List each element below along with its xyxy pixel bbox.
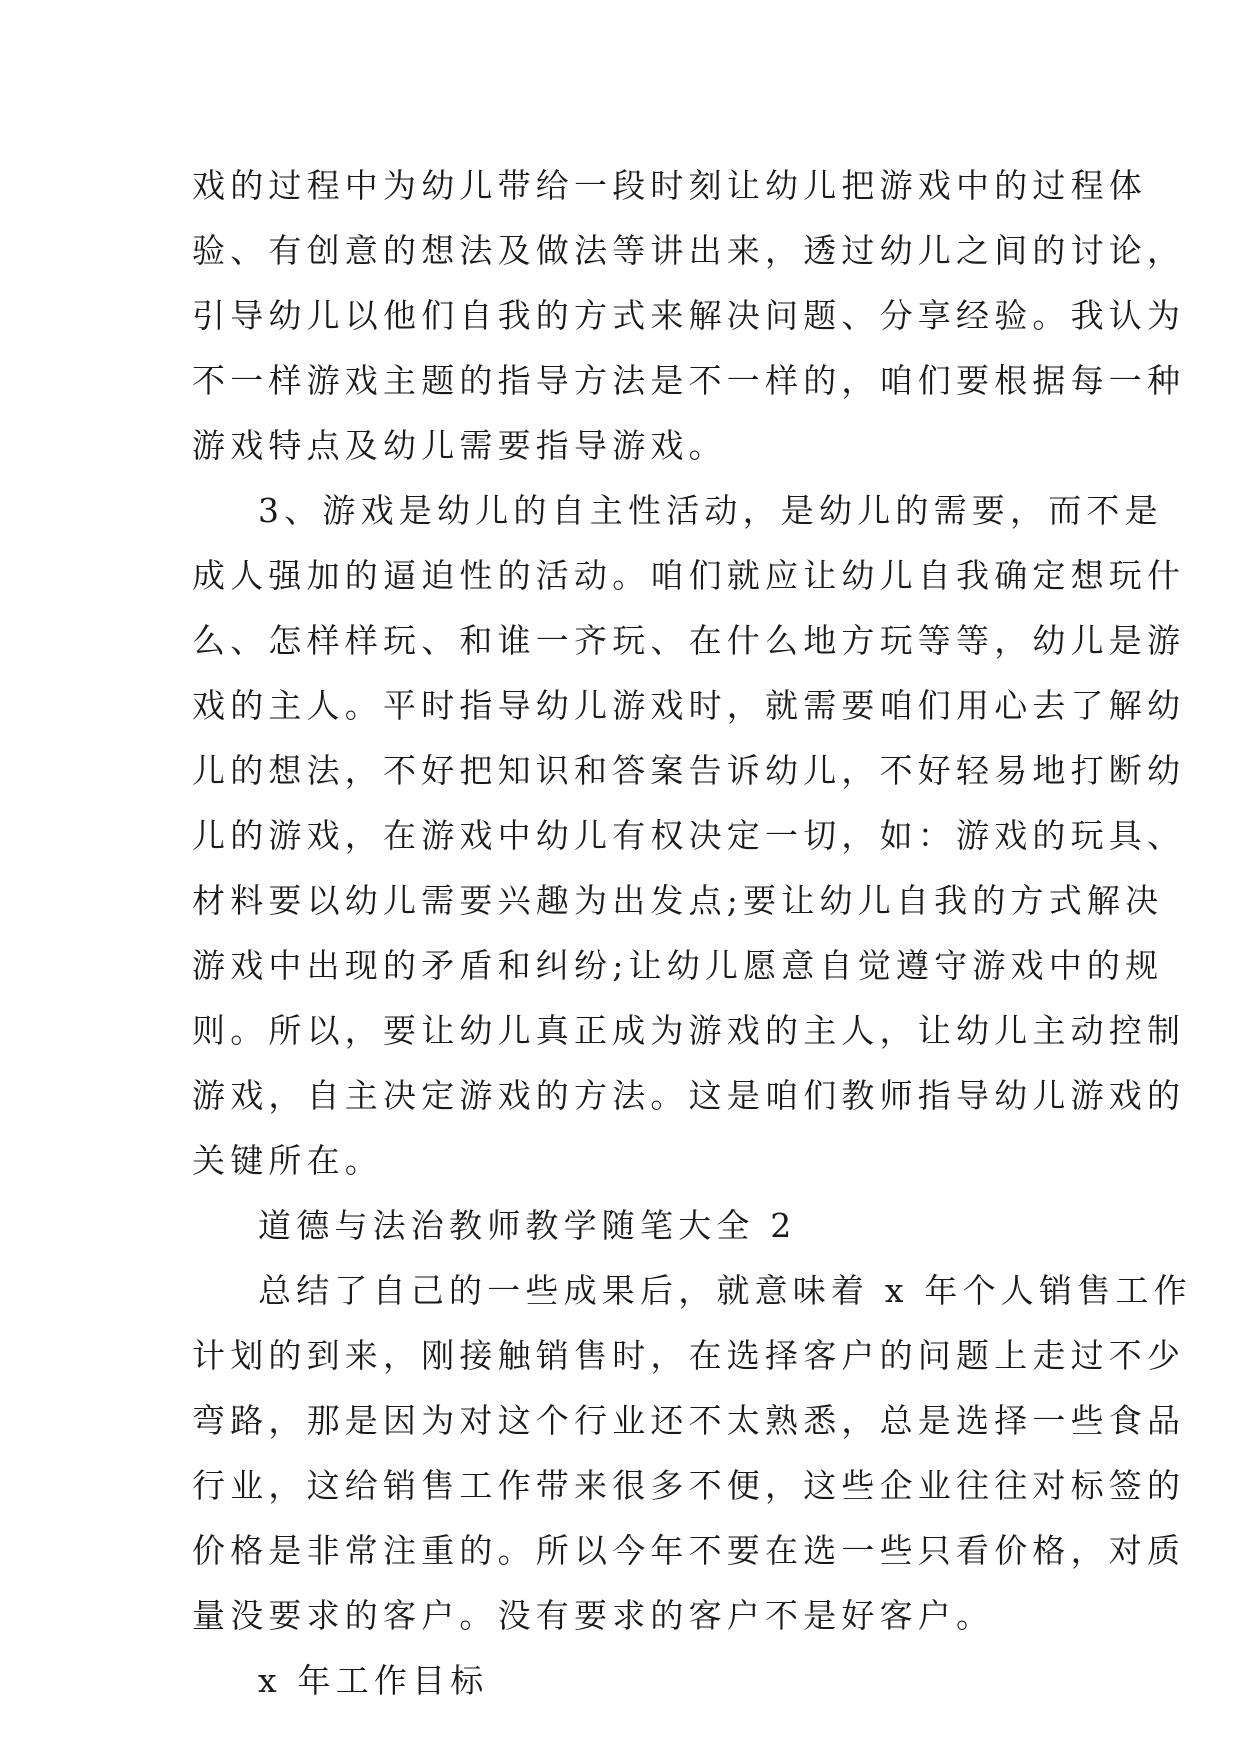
subheading: x 年工作目标 (258, 1661, 489, 1700)
body-text-line: 游戏中出现的矛盾和纠纷;让幼儿愿意自觉遵守游戏中的规 (192, 946, 1164, 985)
body-text-line: 验、有创意的想法及做法等讲出来，透过幼儿之间的讨论， (192, 231, 1186, 270)
body-text-line: 戏的过程中为幼儿带给一段时刻让幼儿把游戏中的过程体 (192, 166, 1147, 205)
section-heading: 道德与法治教师教学随笔大全 2 (258, 1206, 797, 1245)
body-text-line: 不一样游戏主题的指导方法是不一样的，咱们要根据每一种 (192, 361, 1186, 400)
body-text-line: 价格是非常注重的。所以今年不要在选一些只看价格，对质 (192, 1531, 1186, 1570)
body-text-line: 则。所以，要让幼儿真正成为游戏的主人，让幼儿主动控制 (192, 1011, 1186, 1050)
body-text-line: 弯路，那是因为对这个行业还不太熟悉，总是选择一些食品 (192, 1401, 1186, 1440)
body-text-line: 量没要求的客户。没有要求的客户不是好客户。 (192, 1596, 995, 1635)
paragraph-start-line: 总结了自己的一些成果后，就意味着 x 年个人销售工作 (258, 1271, 1192, 1310)
body-text-line: 戏的主人。平时指导幼儿游戏时，就需要咱们用心去了解幼 (192, 686, 1186, 725)
body-text-line: 儿的想法，不好把知识和答案告诉幼儿，不好轻易地打断幼 (192, 751, 1186, 790)
body-text-line: 引导幼儿以他们自我的方式来解决问题、分享经验。我认为 (192, 296, 1186, 335)
body-text-line: 游戏特点及幼儿需要指导游戏。 (192, 426, 727, 465)
body-text-line: 关键所在。 (192, 1141, 383, 1180)
body-text-line: 行业，这给销售工作带来很多不便，这些企业往往对标签的 (192, 1466, 1186, 1505)
paragraph-start-line: 3、游戏是幼儿的自主性活动，是幼儿的需要，而不是 (258, 491, 1163, 530)
body-text-line: 么、怎样样玩、和谁一齐玩、在什么地方玩等等，幼儿是游 (192, 621, 1186, 660)
body-text-line: 成人强加的逼迫性的活动。咱们就应让幼儿自我确定想玩什 (192, 556, 1186, 595)
body-text-line: 计划的到来，刚接触销售时，在选择客户的问题上走过不少 (192, 1336, 1186, 1375)
body-text-line: 游戏，自主决定游戏的方法。这是咱们教师指导幼儿游戏的 (192, 1076, 1186, 1115)
body-text-line: 材料要以幼儿需要兴趣为出发点;要让幼儿自我的方式解决 (192, 881, 1164, 920)
body-text-line: 儿的游戏，在游戏中幼儿有权决定一切，如：游戏的玩具、 (192, 816, 1186, 855)
